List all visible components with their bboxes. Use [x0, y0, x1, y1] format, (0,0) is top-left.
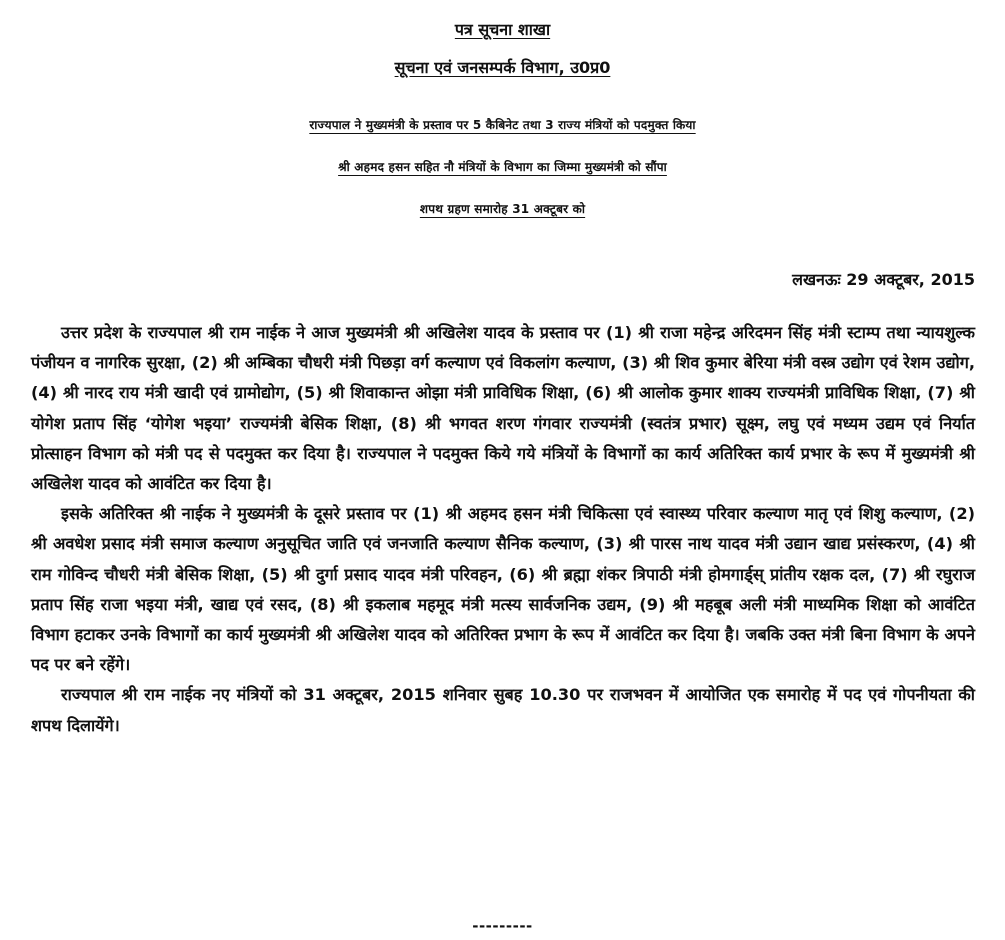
headline-secondary: श्री अहमद हसन सहित नौ मंत्रियों के विभाग का जिम्मा मुख्यमंत्री को सौंपा [338, 160, 667, 174]
office-name: पत्र सूचना शाखा [454, 20, 551, 39]
body-paragraph-3: राज्यपाल श्री राम नाईक नए मंत्रियों को 31 अक्टूबर, 2015 शनिवार सुबह 10.30 पर राजभवन में आयोजित एक समारोह में पद एवं गोपनीयता की शपथ दिलायेंगे। [31, 685, 975, 735]
end-separator: --------- [472, 917, 533, 935]
headline-tertiary: शपथ ग्रहण समारोह 31 अक्टूबर को [419, 202, 586, 216]
dateline: लखनऊः 29 अक्टूबर, 2015 [792, 270, 975, 289]
body-paragraph-2: इसके अतिरिक्त श्री नाईक ने मुख्यमंत्री के दूसरे प्रस्ताव पर (1) श्री अहमद हसन मंत्री चिकित्सा एवं स्वास्थ्य परिवार कल्याण मातृ एवं शिशु कल्याण, (2) श्री अवधेश प्रसाद मंत्री समाज कल्याण अनुसूचित जाति एवं जनजाति कल्याण सैनिक कल्याण, (3) श्री पारस नाथ यादव मंत्री उद्यान खाद्य प्रसंस्करण, (4) श्री राम गोविन्द चौधरी मंत्री बेसिक शिक्षा, (5) श्री दुर्गा प्रसाद यादव मंत्री परिवहन, (6) श्री ब्रह्मा शंकर त्रिपाठी मंत्री होमगार्ड्स् प्रांतीय रक्षक दल, (7) श्री रघुराज प्रताप सिंह राजा भइया मंत्री, खाद्य एवं रसद, (8) श्री इकलाब महमूद मंत्री मत्स्य सार्वजनिक उद्यम, (9) श्री महबूब अली मंत्री माध्यमिक शिक्षा को आवंटित विभाग हटाकर उनके विभागों का कार्य मुख्यमंत्री श्री अखिलेश यादव को अतिरिक्त प्रभाग के रूप में आवंटित कर दिया है। जबकि उक्त मंत्री बिना विभाग के अपने पद पर बने रहेंगे। [31, 504, 975, 675]
body-paragraph-1: उत्तर प्रदेश के राज्यपाल श्री राम नाईक ने आज मुख्यमंत्री श्री अखिलेश यादव के प्रस्ताव पर (1) श्री राजा महेन्द्र अरिदमन सिंह मंत्री स्टाम्प तथा न्यायशुल्क पंजीयन व नागरिक सुरक्षा, (2) श्री अम्बिका चौधरी मंत्री पिछड़ा वर्ग कल्याण एवं विकलांग कल्याण, (3) श्री शिव कुमार बेरिया मंत्री वस्त्र उद्योग एवं रेशम उद्योग, (4) श्री नारद राय मंत्री खादी एवं ग्रामोद्योग, (5) श्री शिवाकान्त ओझा मंत्री प्राविधिक शिक्षा, (6) श्री आलोक कुमार शाक्य राज्यमंत्री प्राविधिक शिक्षा, (7) श्री योगेश प्रताप सिंह ‘योगेश भइया’ राज्यमंत्री बेसिक शिक्षा, (8) श्री भगवत शरण गंगवार राज्यमंत्री (स्वतंत्र प्रभार) सूक्ष्म, लघु एवं मध्यम उद्यम एवं निर्यात प्रोत्साहन विभाग को मंत्री पद से पदमुक्त कर दिया है। राज्यपाल ने पदमुक्त किये गये मंत्रियों के विभागों का कार्य अतिरिक्त कार्य प्रभार के रूप में मुख्यमंत्री श्री अखिलेश यादव को आवंटित कर दिया है। [31, 323, 975, 494]
press-release-body [31, 318, 975, 741]
department-name: सूचना एवं जनसम्पर्क विभाग, उ0प्र0 [394, 58, 611, 77]
headline-primary: राज्यपाल ने मुख्यमंत्री के प्रस्ताव पर 5 कैबिनेट तथा 3 राज्य मंत्रियों को पदमुक्त किया [309, 118, 696, 132]
